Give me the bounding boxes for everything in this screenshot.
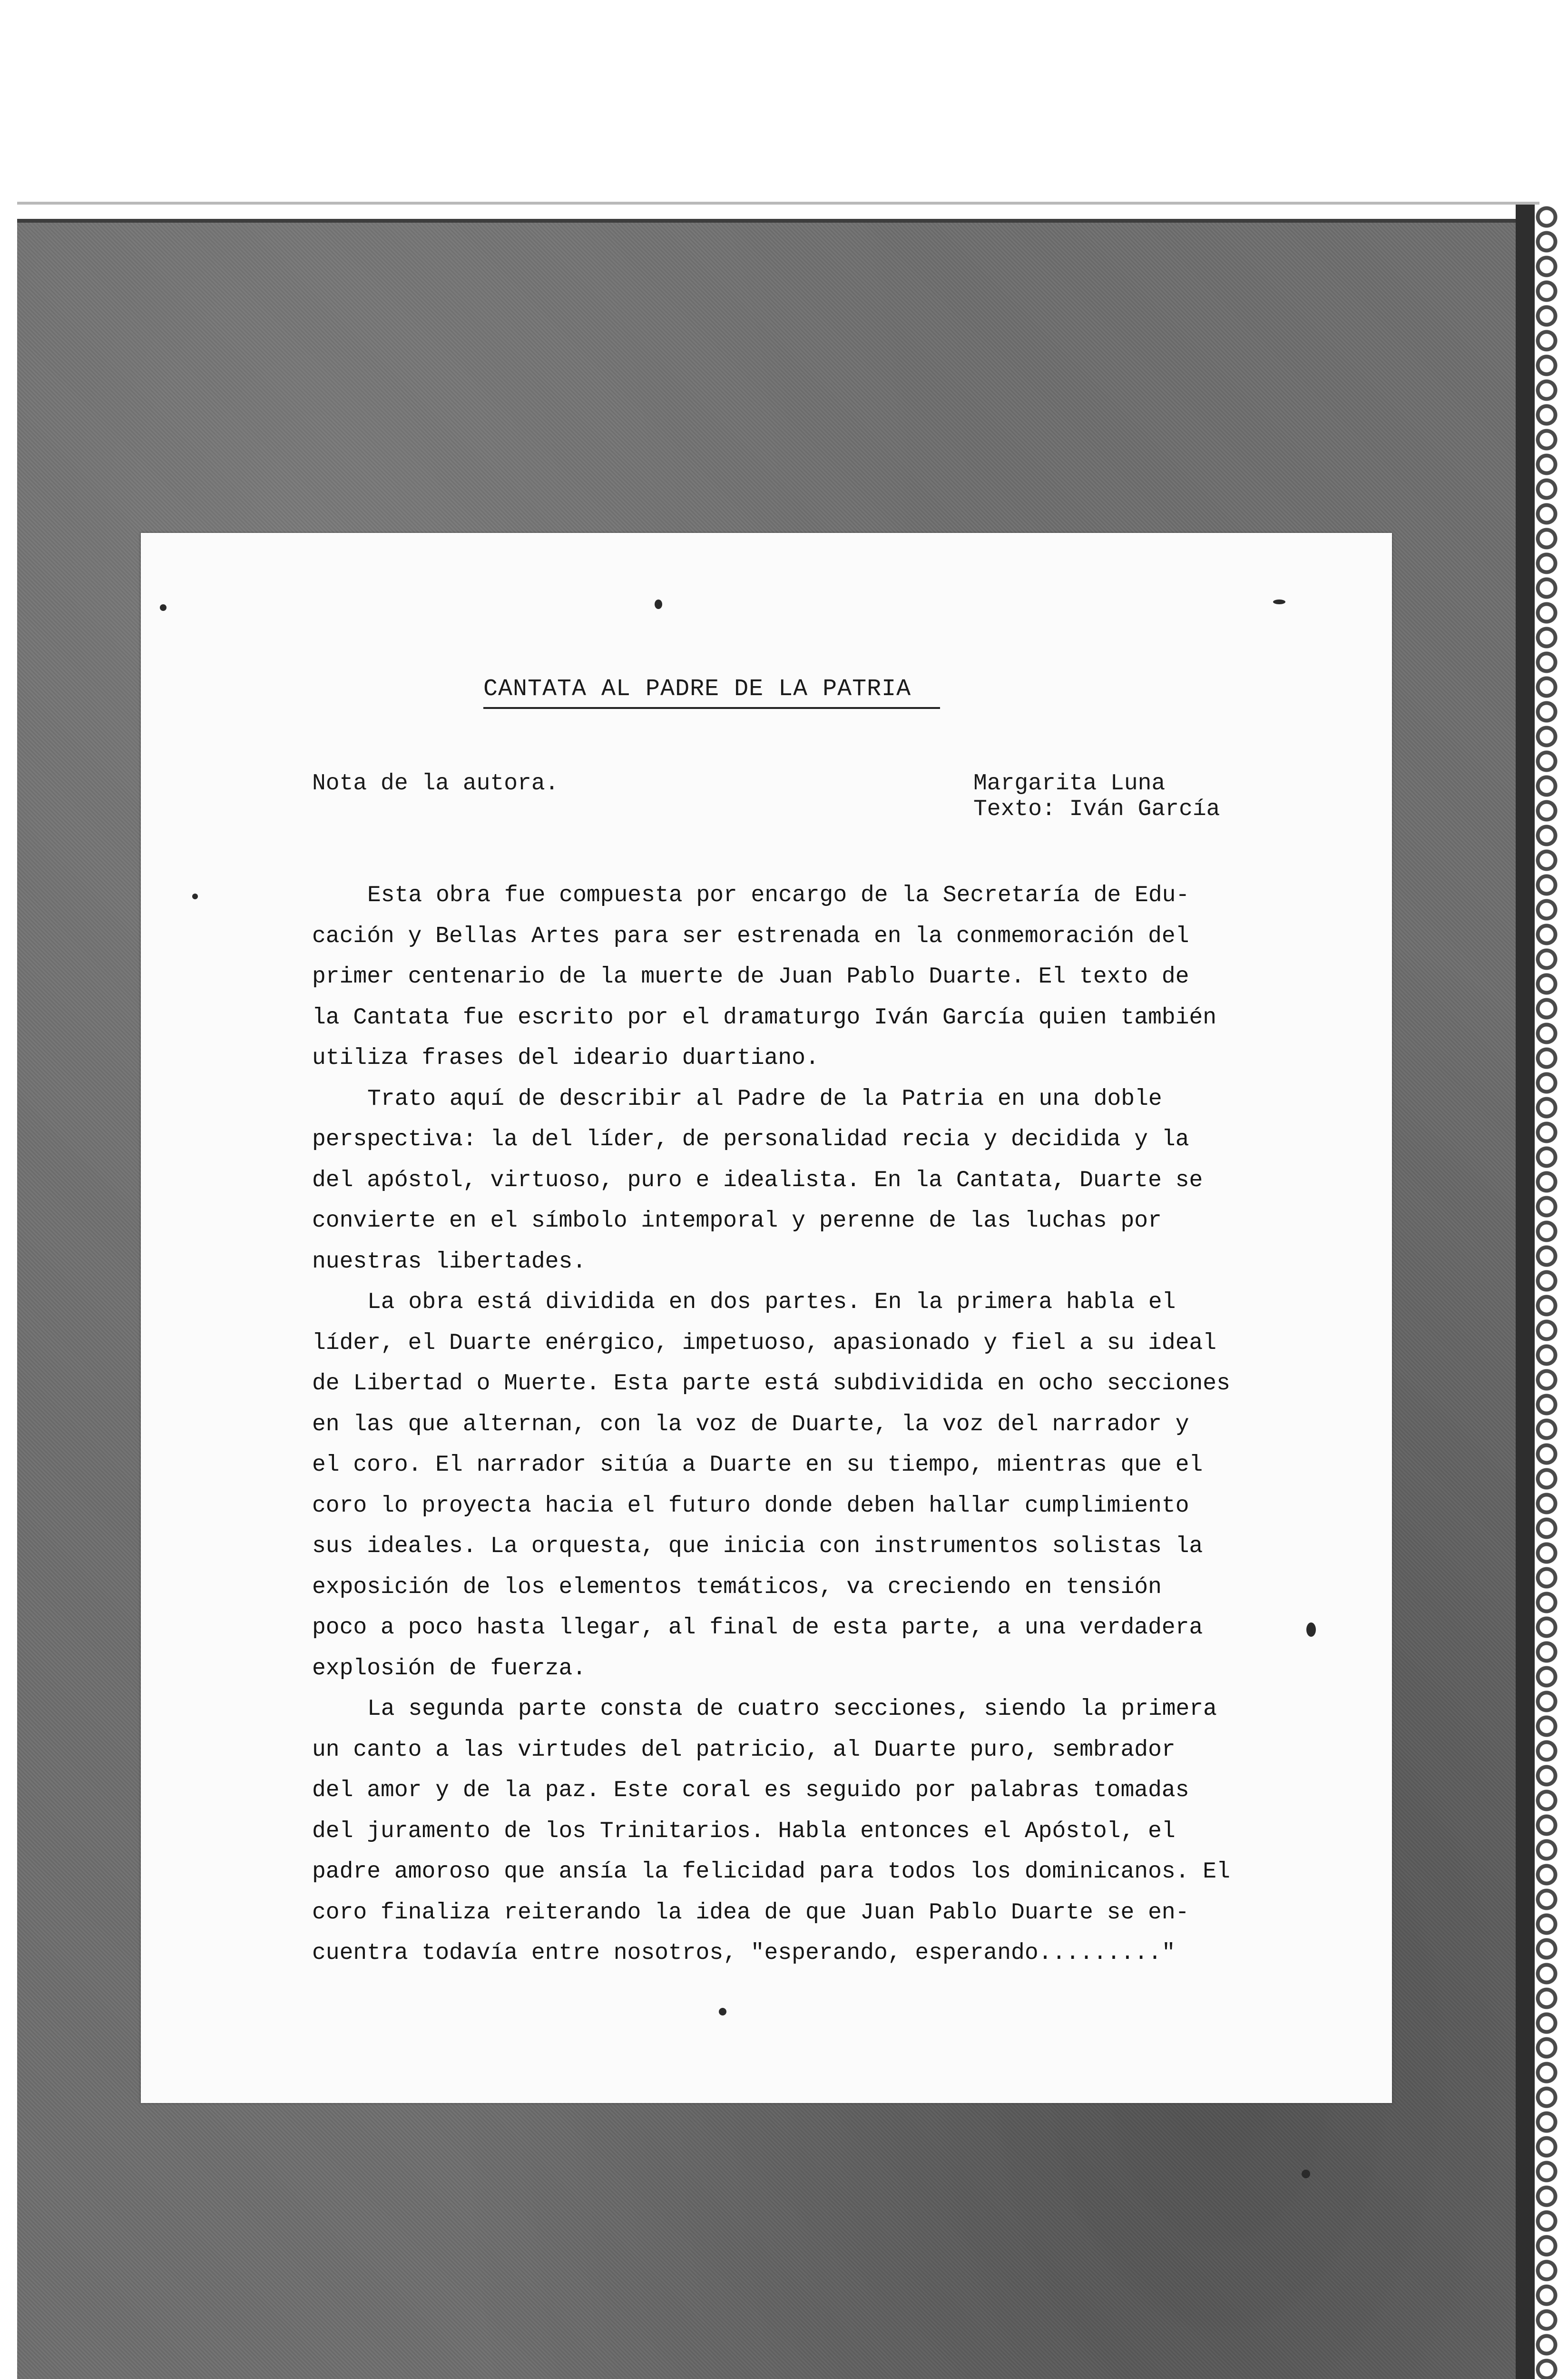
body-text: [312, 875, 1287, 1974]
page-title: CANTATA AL PADRE DE LA PATRIA: [483, 676, 911, 703]
text-line: perspectiva: la del líder, de personalidad recia y decidida y la: [312, 1127, 1189, 1152]
text-line: líder, el Duarte enérgico, impetuoso, apasionado y fiel a su ideal: [312, 1330, 1217, 1356]
composer-credit: Margarita Luna: [973, 771, 1166, 796]
text-line: poco a poco hasta llegar, al final de esta parte, a una verdadera: [312, 1615, 1203, 1641]
text-line: del apóstol, virtuoso, puro e idealista. En la Cantata, Duarte se: [312, 1167, 1203, 1193]
ink-speck: [1273, 600, 1285, 604]
text-line: sus ideales. La orquesta, que inicia con instrumentos solistas la: [312, 1534, 1203, 1559]
sheet-top-edge: [17, 202, 1539, 205]
text-credit: Texto: Iván García: [973, 796, 1220, 822]
text-line: del juramento de los Trinitarios. Habla entonces el Apóstol, el: [312, 1818, 1176, 1844]
ink-speck: [655, 600, 662, 609]
spiral-binding: [1525, 205, 1568, 2379]
text-line: primer centenario de la muerte de Juan Pablo Duarte. El texto de: [312, 964, 1189, 990]
title-underline: [483, 707, 940, 709]
text-line: la Cantata fue escrito por el dramaturgo Iván García quien también: [312, 1004, 1217, 1031]
text-line: de Libertad o Muerte. Esta parte está subdividida en ocho secciones: [312, 1371, 1230, 1396]
text-line: coro lo proyecta hacia el futuro donde deben hallar cumplimiento: [312, 1493, 1189, 1519]
text-line: exposición de los elementos temáticos, va creciendo en tensión: [312, 1574, 1162, 1600]
credits-block: [973, 771, 1220, 822]
text-line: el coro. El narrador sitúa a Duarte en su tiempo, mientras que el: [312, 1452, 1203, 1478]
text-line: utiliza frases del ideario duartiano.: [312, 1045, 819, 1071]
note-label: Nota de la autora.: [312, 771, 559, 796]
typed-page: [141, 533, 1392, 2103]
text-line: Trato aquí de describir al Padre de la Patria en una doble: [367, 1086, 1162, 1112]
text-line: en las que alternan, con la voz de Duarte, la voz del narrador y: [312, 1411, 1189, 1437]
ink-speck: [719, 2008, 726, 2015]
text-line: cación y Bellas Artes para ser estrenada en la conmemoración del: [312, 923, 1189, 949]
text-line: La obra está dividida en dos partes. En la primera habla el: [367, 1289, 1176, 1315]
ink-speck: [1306, 1622, 1316, 1637]
text-line: coro finaliza reiterando la idea de que Juan Pablo Duarte se en-: [312, 1899, 1189, 1926]
text-line: explosión de fuerza.: [312, 1655, 587, 1681]
text-line: cuentra todavía entre nosotros, "esperando, esperando.........": [312, 1940, 1176, 1966]
ink-speck: [192, 894, 198, 899]
text-line: Esta obra fue compuesta por encargo de la Secretaría de Edu-: [367, 883, 1190, 908]
text-line: padre amoroso que ansía la felicidad para todos los dominicanos. El: [312, 1859, 1230, 1885]
text-line: nuestras libertades.: [312, 1248, 587, 1275]
text-line: convierte en el símbolo intemporal y perenne de las luchas por: [312, 1208, 1162, 1234]
ink-speck: [160, 604, 167, 611]
text-line: del amor y de la paz. Este coral es seguido por palabras tomadas: [312, 1778, 1189, 1803]
ink-speck: [1302, 2170, 1310, 2178]
text-line: La segunda parte consta de cuatro secciones, siendo la primera: [367, 1696, 1217, 1722]
text-line: un canto a las virtudes del patricio, al Duarte puro, sembrador: [312, 1737, 1176, 1763]
